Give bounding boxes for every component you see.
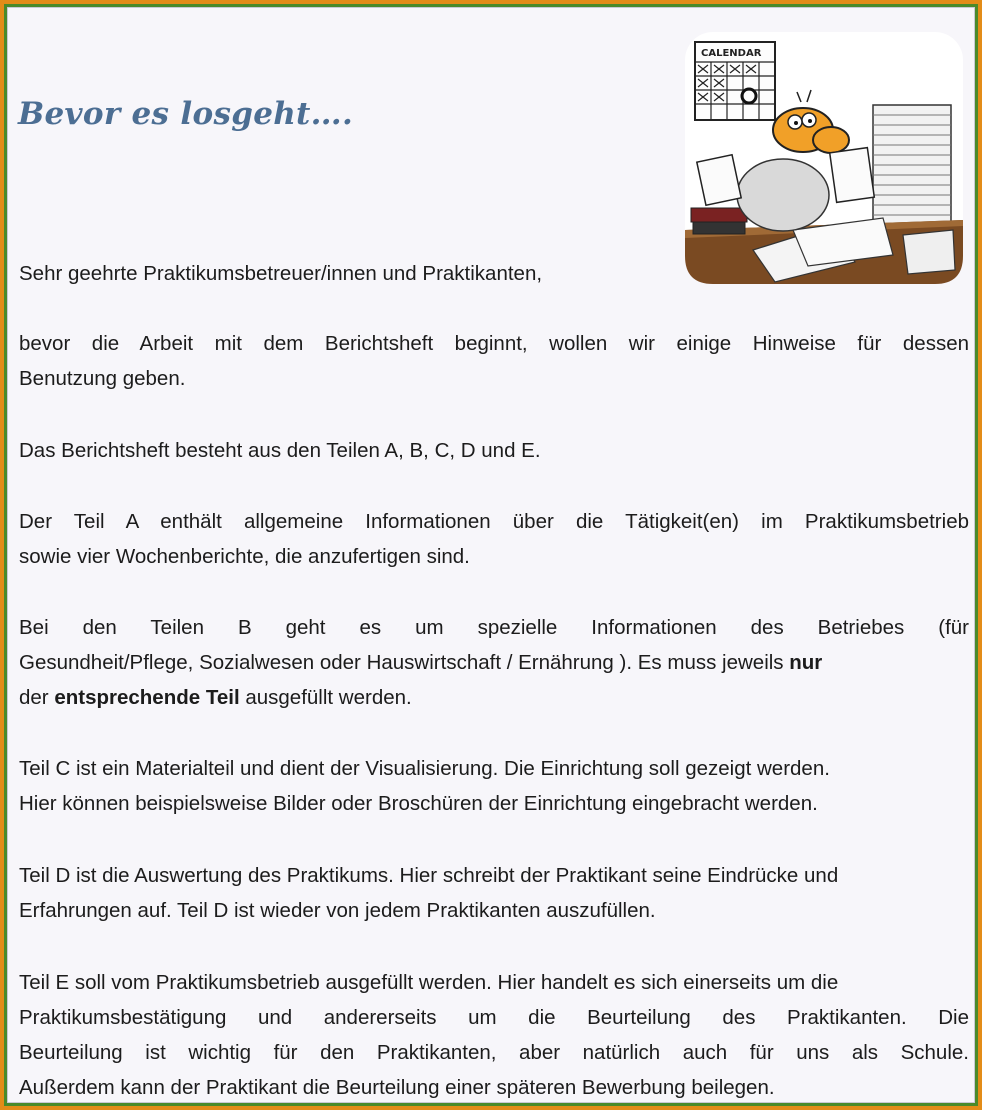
paragraph-part-c: Teil C ist ein Materialteil und dient der Visualisierung. Die Einrichtung soll gezeigt werden. Hier können beispielsweise Bilder oder Broschüren der Einrichtung eingebracht werden. xyxy=(19,757,830,815)
calendar-icon xyxy=(695,42,775,120)
paragraph-intro: bevor die Arbeit mit dem Berichtsheft beginnt, wollen wir einige Hinweise für dessen Benutzung geben. xyxy=(19,332,969,390)
paragraph-part-a: Der Teil A enthält allgemeine Informationen über die Tätigkeit(en) im Praktikumsbetrieb sowie vier Wochenberichte, die anzufertigen sind. xyxy=(19,510,969,568)
greeting: Sehr geehrte Praktikumsbetreuer/innen und Praktikanten, xyxy=(19,262,543,285)
paragraph-part-d: Teil D ist die Auswertung des Praktikums. Hier schreibt der Praktikant seine Eindrücke und Erfahrungen auf. Teil D ist wieder von jedem Praktikanten auszufüllen. xyxy=(19,864,839,922)
page-title: Bevor es losgeht…. xyxy=(18,96,354,132)
stressed-worker-illustration xyxy=(683,30,965,286)
paragraph-part-b: Bei den Teilen B geht es um spezielle Informationen des Betriebes (für Gesundheit/Pflege, Sozialwesen oder Hauswirtschaft / Ernährung ). Es muss jeweils nur der entsprechende Teil ausgefüllt werden. xyxy=(19,616,969,709)
paragraph-parts: Das Berichtsheft besteht aus den Teilen A, B, C, D und E. xyxy=(19,439,541,462)
svg-text:CALENDAR: CALENDAR xyxy=(701,48,762,59)
paragraph-part-e: Teil E soll vom Praktikumsbetrieb ausgefüllt werden. Hier handelt es sich einerseits um die Praktikumsbestätigung und andererseits um die Beurteilung des Praktikanten. Die Beurteilung ist wichtig für den Praktikanten, aber natürlich auch für uns als Schule. Außerdem kann der Praktikant die Beurteilung einer späteren Bewerbung beilegen. xyxy=(19,971,969,1099)
paper-stack-icon xyxy=(873,105,951,225)
document-page xyxy=(7,7,975,1103)
